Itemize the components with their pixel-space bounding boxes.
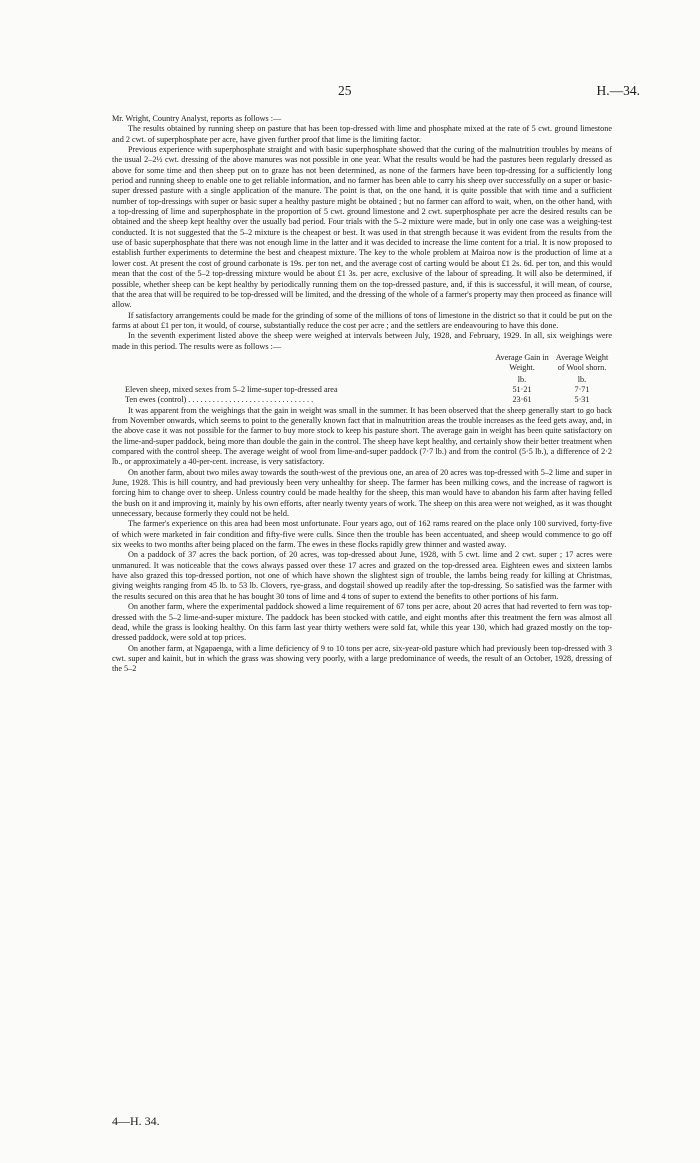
paragraph: It was apparent from the weighings that the gain in weight was small in the summer. It has been observed that the sheep generally start to go back from November onwards, which seems to point to the generally known fact that in malnutrition areas the trouble increases as the feed gets away, and, in the above case it was not possible for the farmer to buy more stock to keep his pasture short. The average gain in weight has been quite satisfactory on the lime-and-super paddock, being more than double the gain in the control. The sheep have kept healthy, and certainly show their better treatment when compared with the control sheep. The average weight of wool from lime-and-super paddock (7·7 lb.) and from the control (5·5 lb.), a difference of 2·2 lb., or approximately a 40-per-cent. increase, is very satisfactory.	[112, 405, 612, 467]
paragraph: On another farm, about two miles away towards the south-west of the previous one, an area of 20 acres was top-dressed with 5–2 lime and super in June, 1928. This is hill country, and had previously been very unhealthy for sheep. The farmer has been milking cows, and the increase of ragwort is forcing him to change over to sheep. Unless country could be made healthy for the sheep, this man would have to abandon his farm after having felled the bush on it and improving it, mainly by his own efforts, after nearly twenty years of work. The sheep on this area were not weighed, as it was thought unnecessary, because formerly they could not be held.	[112, 467, 612, 519]
column-unit-gain: lb.	[517, 374, 527, 384]
table-row	[125, 395, 612, 405]
weight-results-table	[112, 353, 612, 406]
paragraph: On another farm, where the experimental paddock showed a lime requirement of 67 tons per acre, about 20 acres that had reverted to fern was top-dressed with the 5–2 lime-and-super mixture. The paddock has been stocked with cattle, and eight months after this treatment the fern was almost all dead, while the grass is looking healthy. On this farm last year thirty wethers were sold fat, while this year 130, which had grazed mostly on the top-dressed paddock, were sold at top prices.	[112, 602, 612, 643]
paragraph: On a paddock of 37 acres the back portion, of 20 acres, was top-dressed about June, 1928, with 5 cwt. lime and 2 cwt. super ; 17 acres were unmanured. It was noticeable that the cows always passed over these 17 acres and grazed on the top-dressed area. Eighteen ewes and sixteen lambs have also grazed this top-dressed portion, not one of which have shown the slightest sign of trouble, the lambs being ready for killing at Christmas, giving weights ranging from 45 lb. to 53 lb. Clovers, rye-grass, and dogstail showed up readily after the top-dressing. So satisfied was the farmer with the results secured on this area that he has bought 30 tons of lime and 4 tons of super to extend the benefits to other portions of his farm.	[112, 550, 612, 601]
paragraph: Previous experience with superphosphate straight and with basic superphosphate showed that the curing of the malnutrition troubles by means of the usual 2–2½ cwt. dressing of the above manures was not possible in one year. What the results would be had the pastures been regularly dressed as above for some time and then sheep put on to graze has not been determined, as none of the farmers have been top-dressing for a sufficiently long period and running sheep to enable one to get reliable information, and no farmer has been able to carry his sheep over successfully on a super or basic-super dressed pasture with a single application of the manure. The point is that, on the one hand, it is quite possible that with time and a sufficient number of top-dressings with super or basic super a healthy pasture might be obtained ; but no farmer can afford to wait, when, on the other hand, with a top-dressing of lime and superphosphate in the proportion of 5 cwt. ground limestone and 2 cwt. superphosphate per acre the desired results can be obtained and the sheep kept healthy over the usually bad period. Four trials with the 5–2 mixture were made, but in only one case was a weighing-test conducted. It is not suggested that the 5–2 mixture is the cheapest or best. It was used in that strength because it was evident from the results from the use of basic superphosphate that there was not enough lime in the latter and it was decided to increase the lime content for a trial. It is now proposed to establish further experiments to determine the best and cheapest mixture. The key to the whole problem at Mairoa now is the production of lime at a lower cost. At present the cost of ground carbonate is 19s. per ton net, and the average cost of carting would be about £1 2s. 6d. per ton, and this would mean that the cost of the 5–2 top-dressing mixture would be about £1 3s. per acre, exclusive of the labour of spreading. It will also be determined, if possible, whether sheep can be kept healthy by periodically running them on the top-dressed pasture, and, if this is successful, it will mean, of course, that the area that will be required to be top-dressed will be limited, and the dressing of the whole of a farmer's property may then proceed as finance will allow.	[112, 145, 612, 310]
page-number: 25	[338, 83, 352, 98]
paragraph: The farmer's experience on this area had been most unfortunate. Four years ago, out of 162 rams reared on the place only 100 survived, forty-five of which were marketed in fair condition and fifty-five were culls. Since then the trouble has been accentuated, and sheep would commence to go off six weeks to two months after being placed on the farm. The ewes in these flocks rapidly grew thinner and wasted away.	[112, 519, 612, 550]
table-header-row	[112, 353, 612, 374]
paragraph: The results obtained by running sheep on pasture that has been top-dressed with lime and phosphate mixed at the rate of 5 cwt. ground limestone and 2 cwt. of superphosphate per acre, have given further proof that lime is the limiting factor.	[112, 124, 612, 144]
signature-mark: 4—H. 34.	[112, 1114, 160, 1128]
wool-value: 7·71	[574, 384, 590, 394]
row-label: Ten ewes (control) . . . . . . . . . . . . . . . . . . . . . . . . . . . . . . .	[125, 395, 314, 405]
wool-value: 5·31	[574, 395, 590, 405]
paragraph: If satisfactory arrangements could be made for the grinding of some of the millions of tons of limestone in the district so that it could be put on the farms at about £1 per ton, it would, of course, substantially reduce the cost per acre ; and the settlers are endeavouring to have this done.	[112, 310, 612, 330]
gain-value: 51·21	[512, 384, 532, 394]
paragraph: Mr. Wright, Country Analyst, reports as follows :—	[112, 114, 282, 123]
gain-value: 23·61	[512, 395, 532, 405]
report-body	[112, 114, 612, 675]
column-header-wool: Average Weight of Wool shorn.	[555, 352, 609, 373]
paragraph: On another farm, at Ngapaenga, with a lime deficiency of 9 to 10 tons per acre, six-year-old pasture which had previously been top-dressed with 3 cwt. super and kainit, but in which the grass was showing very poorly, with a large predominance of weeds, the result of an October, 1928, dressing of the 5–2	[112, 643, 612, 674]
row-label: Eleven sheep, mixed sexes from 5–2 lime-super top-dressed area	[125, 384, 338, 394]
table-row	[125, 385, 612, 395]
column-unit-wool: lb.	[577, 374, 587, 384]
column-header-gain: Average Gain in Weight.	[495, 352, 549, 373]
paragraph: In the seventh experiment listed above the sheep were weighed at intervals between July, 1928, and February, 1929. In all, six weighings were made in this period. The results were as follows :—	[112, 331, 612, 351]
table-units-row	[112, 375, 612, 385]
document-reference: H.—34.	[596, 83, 640, 98]
